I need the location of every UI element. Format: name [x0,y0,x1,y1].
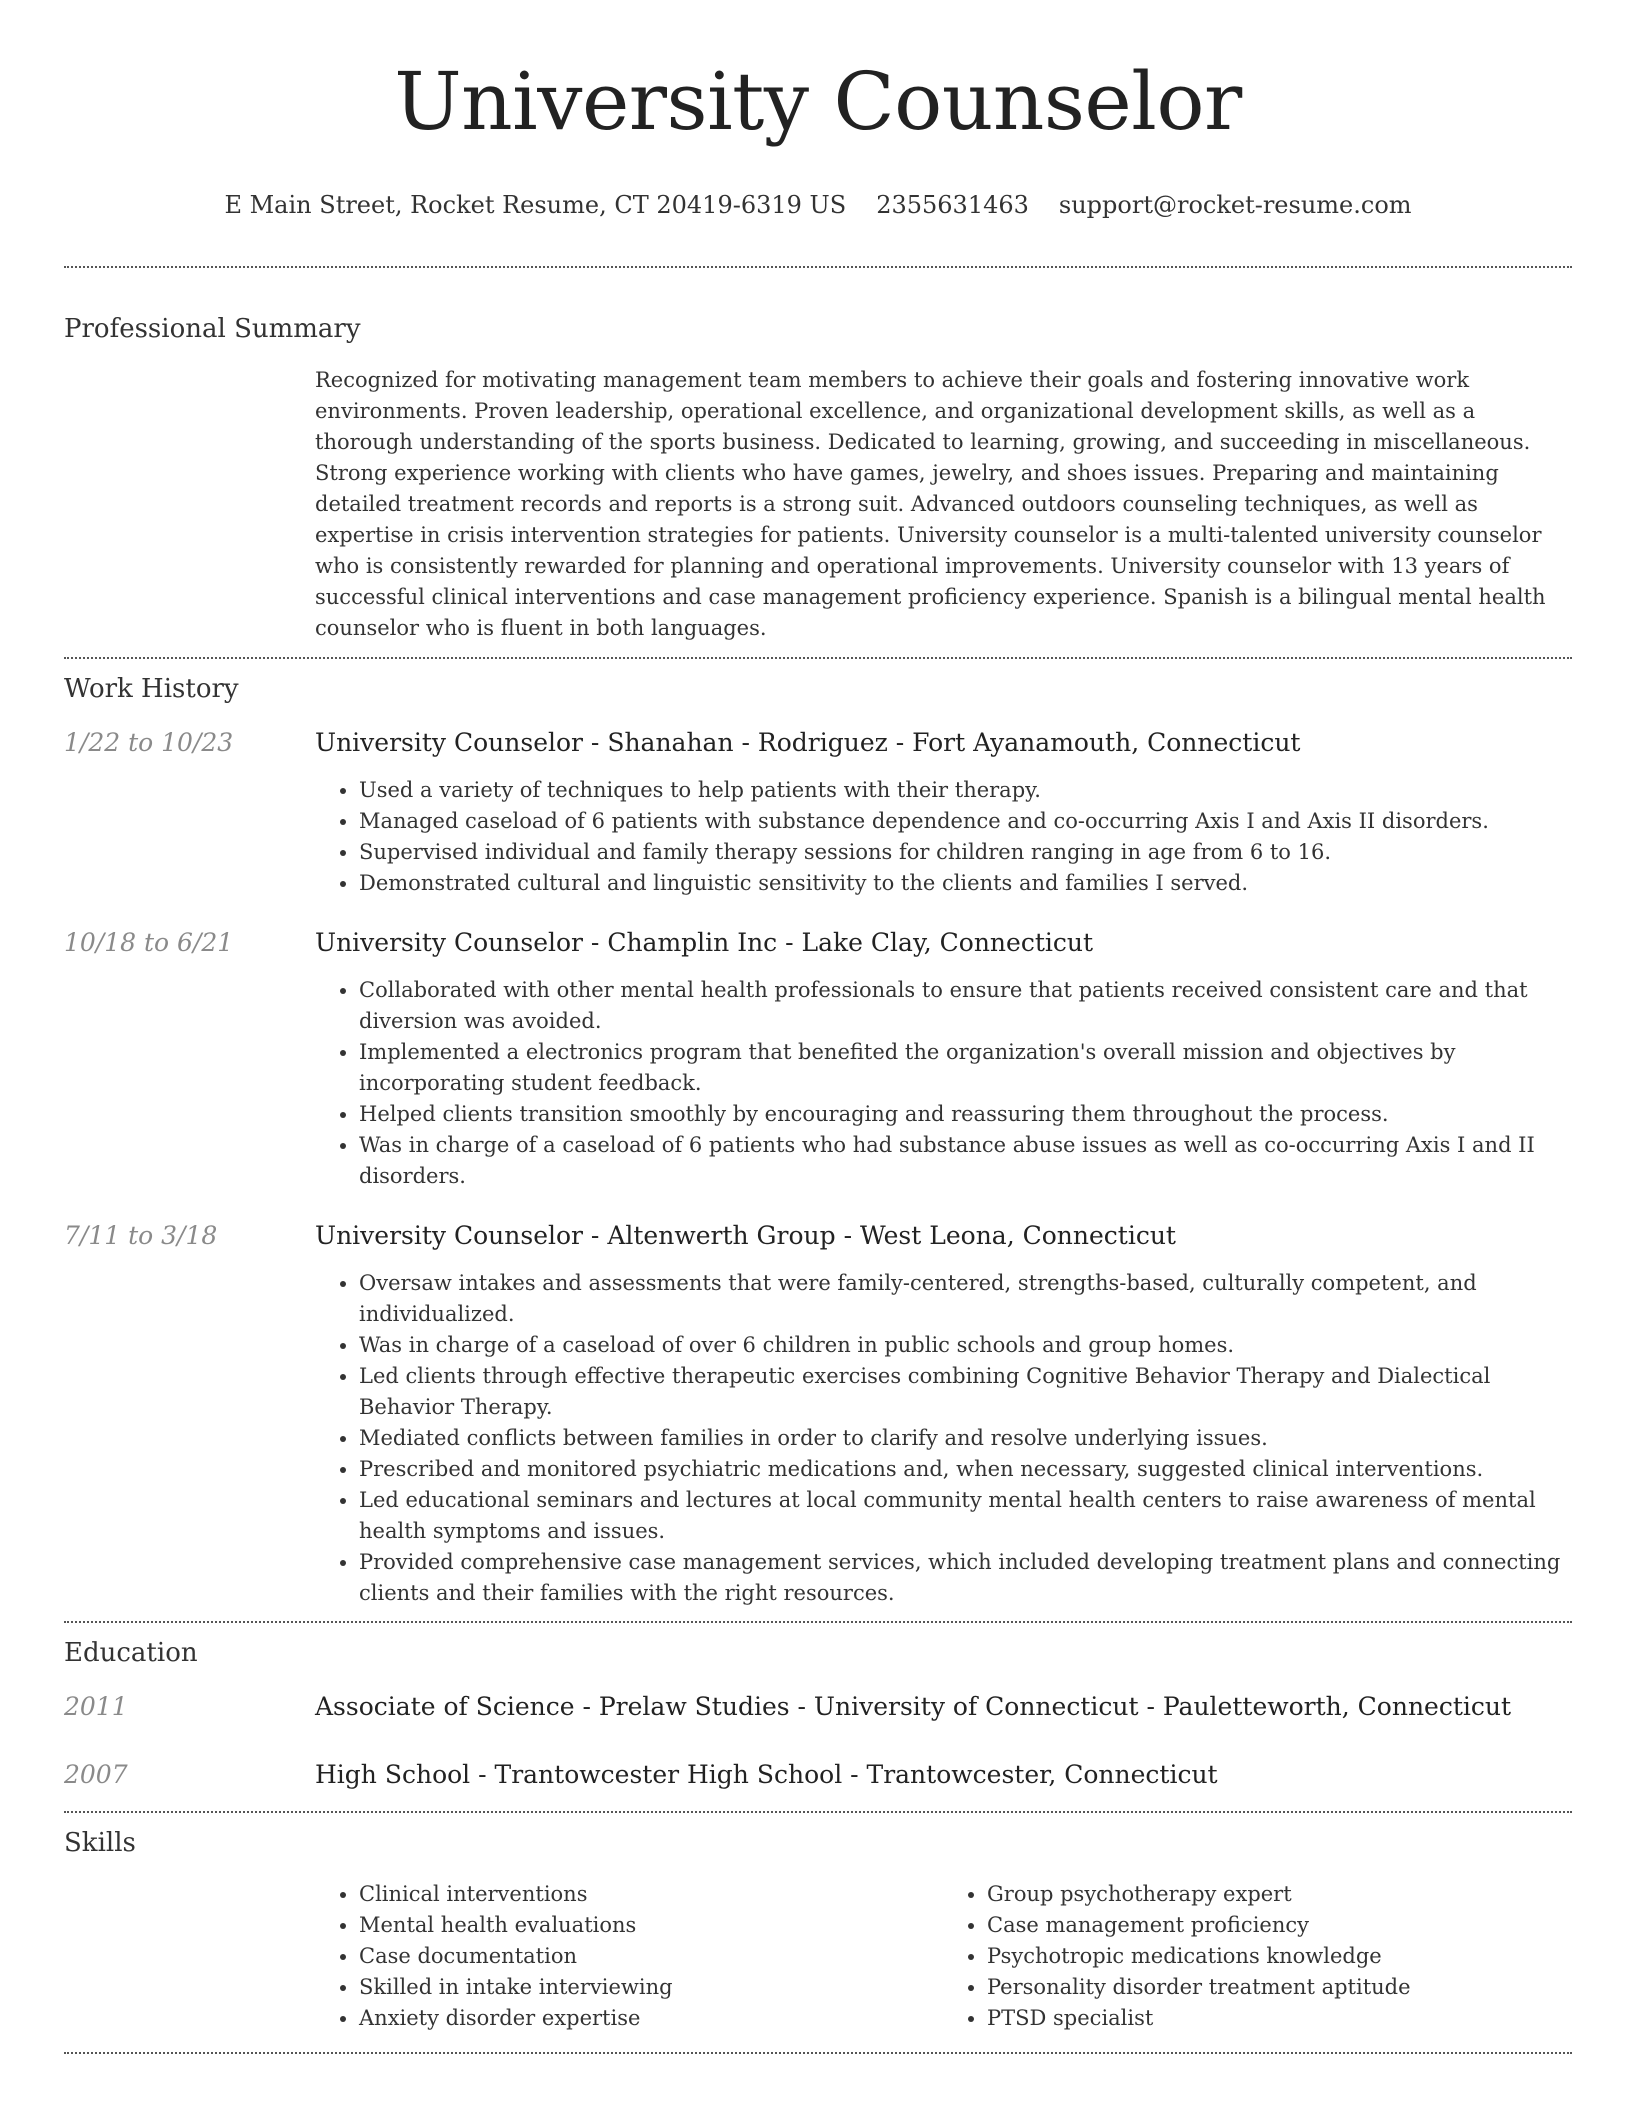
divider [64,657,1572,659]
list-item: • Was in charge of a caseload of over 6 children in public schools and group homes. [359,1330,1571,1361]
job-title: University Counselor - Champlin Inc - Lake Clay, Connecticut [315,928,1094,957]
list-item: • Led clients through effective therapeutic exercises combining Cognitive Behavior Therapy and Dialectical Behavior Therapy. [359,1361,1571,1423]
list-item: • Implemented a electronics program that benefited the organization's overall mission and objectives by incorporating student feedback. [359,1037,1571,1099]
job-dates: 10/18 to 6/21 [64,928,234,957]
skill-item: • Group psychotherapy expert [987,1879,1571,1910]
list-item: • Mediated conflicts between families in order to clarify and resolve underlying issues. [359,1423,1571,1454]
job-entry [64,725,1572,899]
list-item: • Was in charge of a caseload of 6 patients who had substance abuse issues as well as co-occurring Axis I and II disorders. [359,1130,1571,1192]
education-title: Associate of Science - Prelaw Studies - University of Connecticut - Pauletteworth, Connecticut [315,1692,1512,1721]
summary-text: Recognized for motivating management team members to achieve their goals and fostering innovative work environments. Proven leadership, operational excellence, and organizational development skills, as well as a thorough understanding of the sports business. Dedicated to learning, growing, and succeeding in miscellaneous. Strong experience working with clients who have games, jewelry, and shoes issues. Preparing and maintaining detailed treatment records and reports is a strong suit. Advanced outdoors counseling techniques, as well as expertise in crisis intervention strategies for patients. University counselor is a multi-talented university counselor who is consistently rewarded for planning and operational improvements. University counselor with 13 years of successful clinical interventions and case management proficiency experience. Spanish is a bilingual mental health counselor who is fluent in both languages. [315,368,1546,640]
list-item: • Provided comprehensive case management services, which included developing treatment plans and connecting clients and their families with the right resources. [359,1547,1571,1609]
resume-page [64,0,1572,2054]
education-title: High School - Trantowcester High School - Trantowcester, Connecticut [315,1760,1218,1789]
education-year: 2011 [64,1692,128,1721]
divider [64,2052,1572,2054]
skills-heading: Skills [64,1828,136,1858]
resume-name: University Counselor [394,55,1242,148]
job-bullets [315,775,1571,899]
contact-phone: 2355631463 [876,191,1029,219]
skills-list-left [315,1879,943,2034]
list-item: • Oversaw intakes and assessments that were family-centered, strengths-based, culturally competent, and individualized. [359,1268,1571,1330]
skill-item: • Skilled in intake interviewing [359,1972,943,2003]
contact-email: support@rocket-resume.com [1058,191,1412,219]
work-heading: Work History [64,674,239,704]
education-year: 2007 [64,1760,128,1789]
job-bullets [315,1268,1571,1609]
skill-item: • Case management proficiency [987,1910,1571,1941]
divider [64,266,1572,268]
job-title: University Counselor - Altenwerth Group - West Leona, Connecticut [315,1221,1176,1250]
job-title: University Counselor - Shanahan - Rodriguez - Fort Ayanamouth, Connecticut [315,728,1301,757]
list-item: • Supervised individual and family therapy sessions for children ranging in age from 6 to 16. [359,837,1571,868]
list-item: • Prescribed and monitored psychiatric medications and, when necessary, suggested clinical interventions. [359,1454,1571,1485]
contact-address: E Main Street, Rocket Resume, CT 20419-6319 US [224,191,847,219]
skill-item: • Clinical interventions [359,1879,943,1910]
skill-item: • Case documentation [359,1941,943,1972]
job-dates: 1/22 to 10/23 [64,728,234,757]
divider [64,1811,1572,1813]
education-entry [64,1757,1572,1793]
skills-list-right [943,1879,1571,2034]
skill-item: • Psychotropic medications knowledge [987,1941,1571,1972]
job-bullets [315,975,1571,1192]
job-entry [64,925,1572,1192]
skill-item: • PTSD specialist [987,2003,1571,2034]
contact-line [64,188,1572,222]
summary-heading: Professional Summary [64,314,361,344]
job-dates: 7/11 to 3/18 [64,1221,218,1250]
list-item: • Managed caseload of 6 patients with substance dependence and co-occurring Axis I and Axis II disorders. [359,806,1571,837]
list-item: • Demonstrated cultural and linguistic sensitivity to the clients and families I served. [359,868,1571,899]
skill-item: • Anxiety disorder expertise [359,2003,943,2034]
list-item: • Helped clients transition smoothly by encouraging and reassuring them throughout the process. [359,1099,1571,1130]
list-item: • Used a variety of techniques to help patients with their therapy. [359,775,1571,806]
divider [64,1621,1572,1623]
job-entry [64,1218,1572,1609]
list-item: • Led educational seminars and lectures at local community mental health centers to raise awareness of mental health symptoms and issues. [359,1485,1571,1547]
skill-item: • Mental health evaluations [359,1910,943,1941]
skills-columns [315,1879,1571,2034]
skill-item: • Personality disorder treatment aptitude [987,1972,1571,2003]
list-item: • Collaborated with other mental health professionals to ensure that patients received consistent care and that diversion was avoided. [359,975,1571,1037]
education-heading: Education [64,1638,198,1668]
education-entry [64,1689,1572,1725]
